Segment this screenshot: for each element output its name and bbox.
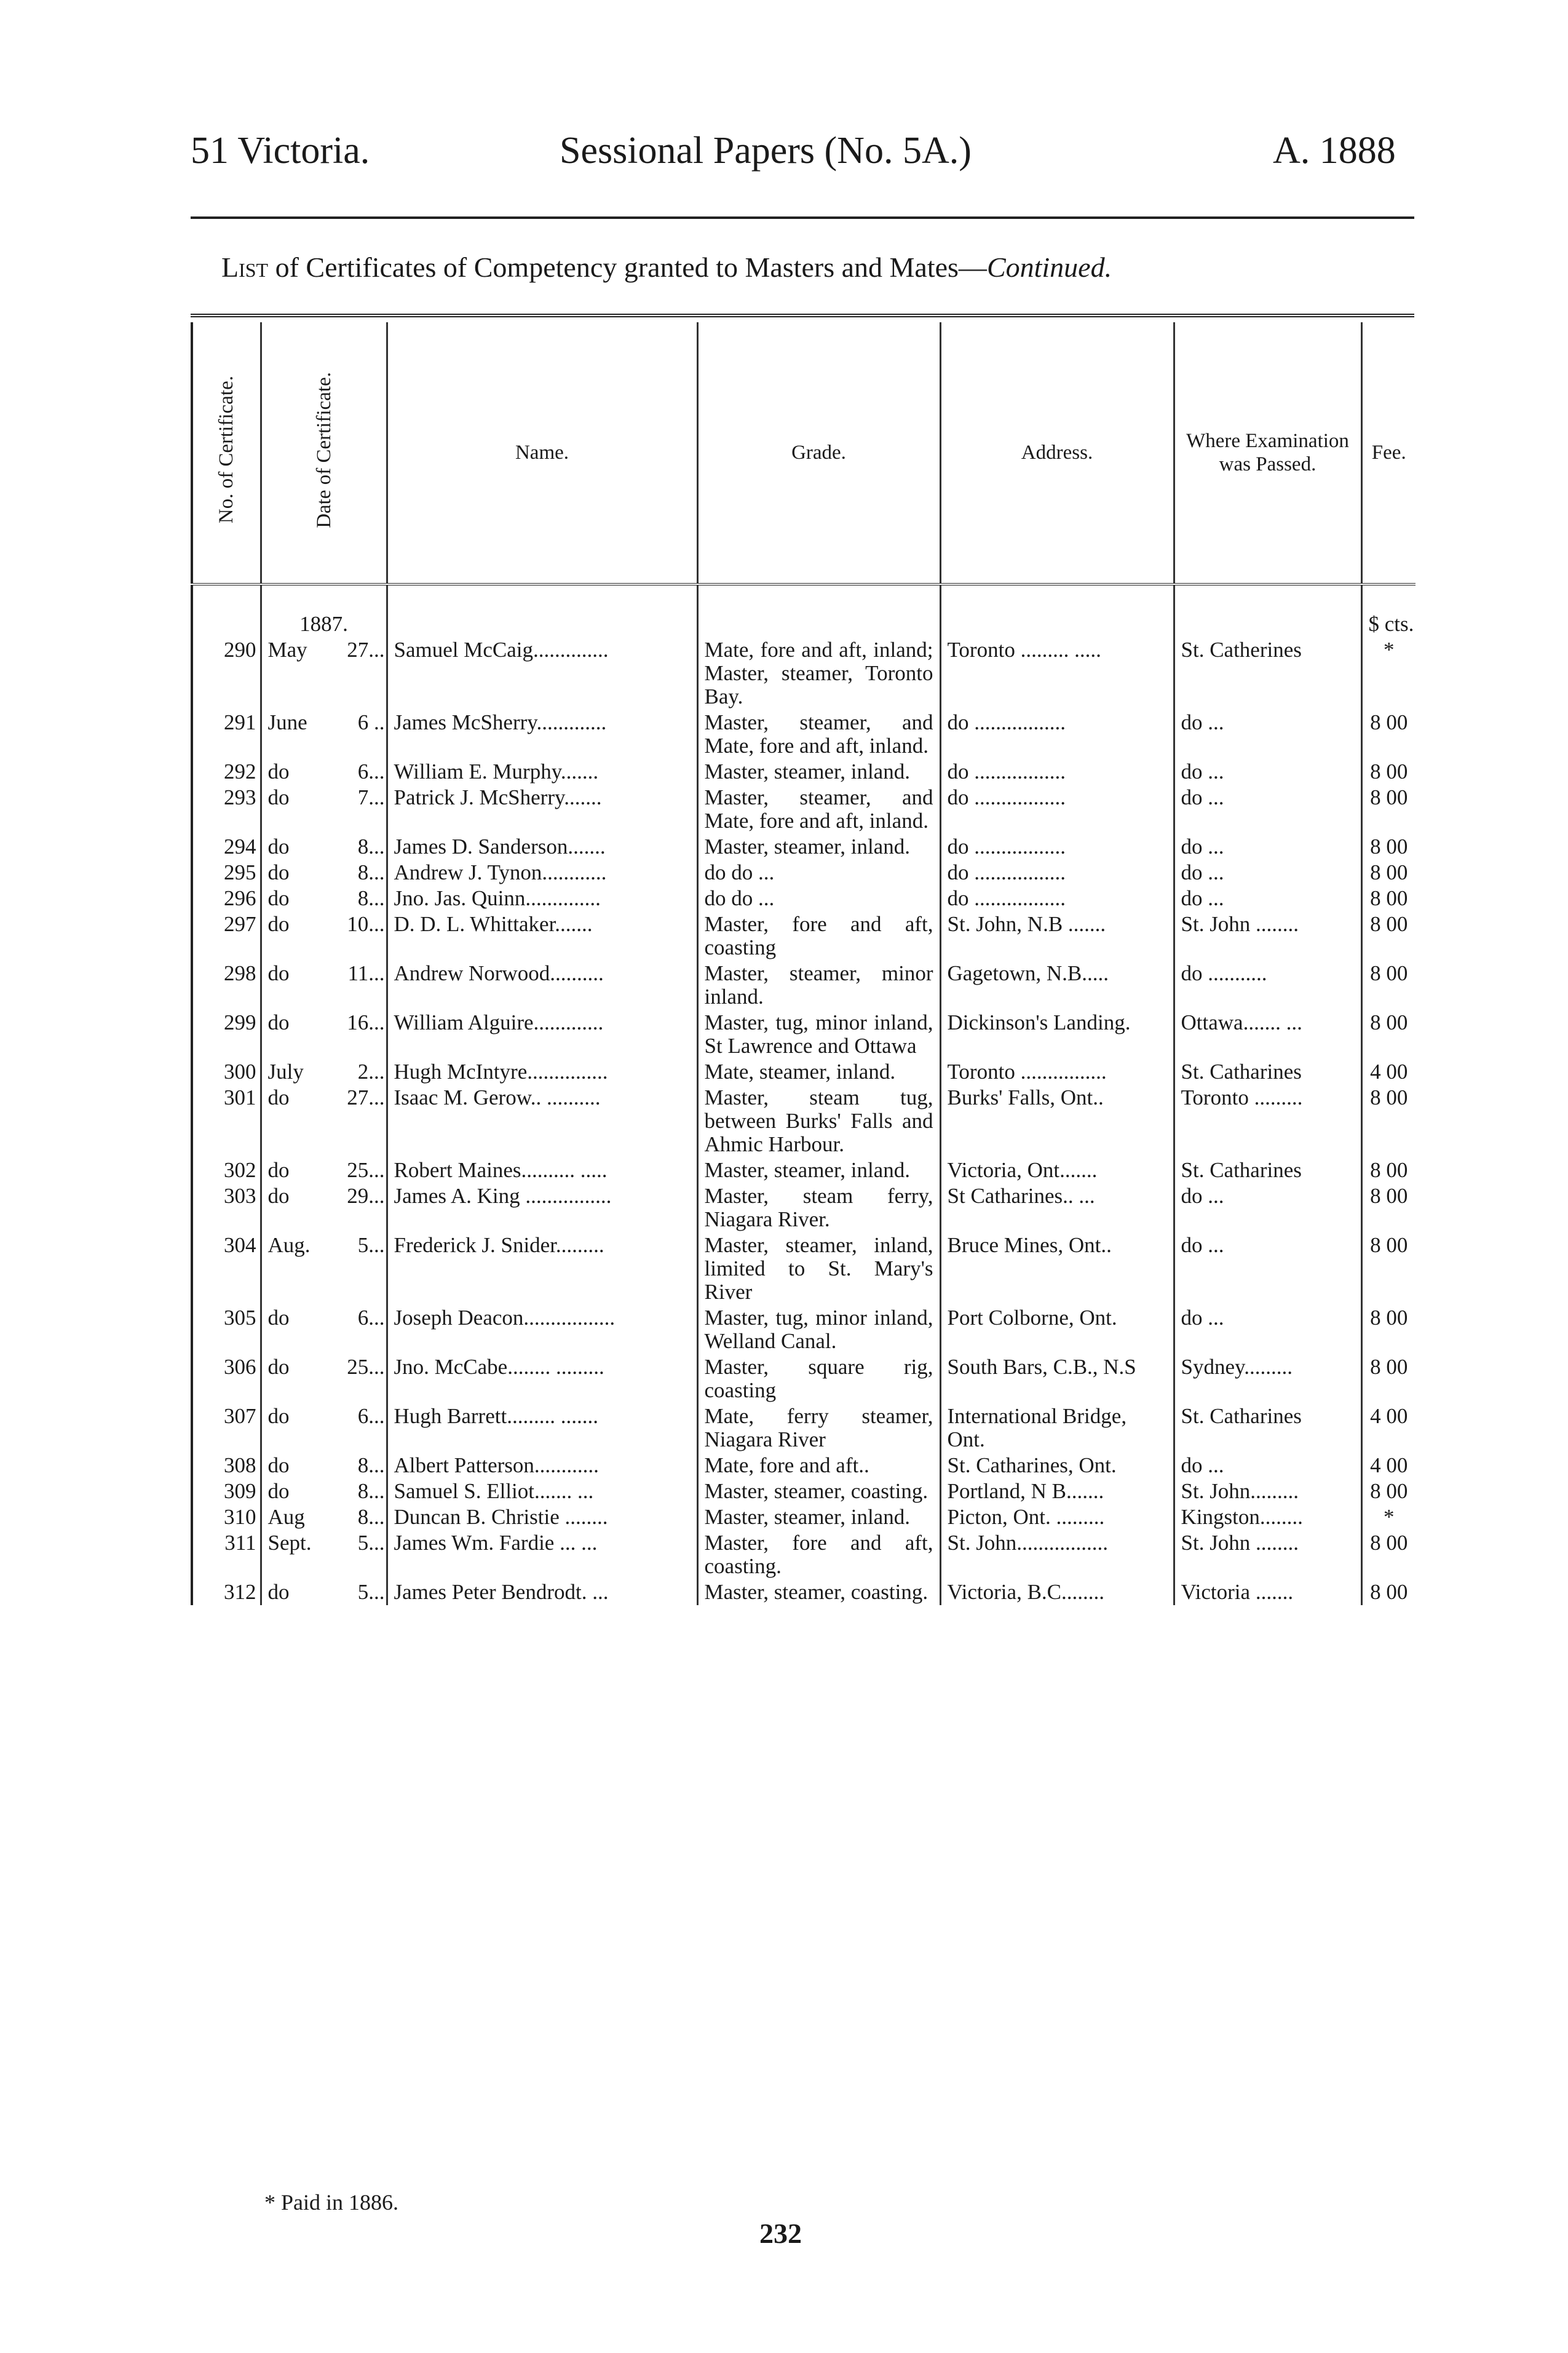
date-month: do: [267, 760, 290, 784]
holder-name: Robert Maines.......... .....: [387, 1157, 697, 1183]
fee: 8 00: [1361, 1183, 1416, 1232]
date-month: Sept.: [267, 1531, 312, 1555]
address: Toronto ......... .....: [940, 637, 1174, 710]
grade: Master, steamer, inland.: [697, 759, 940, 785]
fee: 8 00: [1361, 1579, 1416, 1605]
certificate-date: [261, 860, 387, 886]
certificate-no: 310: [192, 1504, 261, 1530]
holder-name: Duncan B. Christie ........: [387, 1504, 697, 1530]
certificate-no: 304: [192, 1232, 261, 1305]
fee-unit-cell: $ cts.: [1361, 584, 1416, 637]
date-month: do: [267, 1453, 290, 1477]
certificates-table-wrap: [191, 314, 1414, 1605]
table-row: [192, 1530, 1416, 1579]
date-month: do: [267, 835, 290, 859]
exam-place: St. Catharines: [1174, 1059, 1361, 1085]
date-month: do: [267, 1306, 290, 1330]
certificate-date: [261, 1010, 387, 1059]
holder-name: Isaac M. Gerow.. ..........: [387, 1085, 697, 1157]
certificates-table: [191, 322, 1416, 1605]
date-day: 5...: [357, 1531, 385, 1555]
table-row: [192, 1453, 1416, 1478]
certificate-no: 293: [192, 785, 261, 834]
address: Port Colborne, Ont.: [940, 1305, 1174, 1354]
exam-place: do ...: [1174, 785, 1361, 834]
holder-name: Samuel S. Elliot....... ...: [387, 1478, 697, 1504]
table-row: [192, 1183, 1416, 1232]
holder-name: Hugh Barrett......... .......: [387, 1403, 697, 1453]
certificate-date: [261, 1478, 387, 1504]
address: Toronto ................: [940, 1059, 1174, 1085]
exam-place: St. Catharines: [1174, 1403, 1361, 1453]
date-month: do: [267, 860, 290, 884]
address: Dickinson's Landing.: [940, 1010, 1174, 1059]
holder-name: William E. Murphy.......: [387, 759, 697, 785]
date-day: 27...: [347, 1085, 385, 1109]
exam-place: do ...: [1174, 710, 1361, 759]
address: Portland, N B.......: [940, 1478, 1174, 1504]
address: do .................: [940, 860, 1174, 886]
exam-place: do ...: [1174, 860, 1361, 886]
certificate-date: [261, 1354, 387, 1403]
grade: Master, steamer, and Mate, fore and aft, inland.: [697, 785, 940, 834]
grade: Mate, fore and aft..: [697, 1453, 940, 1478]
fee: *: [1361, 1504, 1416, 1530]
certificate-no: 297: [192, 911, 261, 961]
fee: 4 00: [1361, 1403, 1416, 1453]
date-day: 29...: [347, 1184, 385, 1208]
certificate-no: 309: [192, 1478, 261, 1504]
certificate-no: 303: [192, 1183, 261, 1232]
grade: Master, steamer, inland, limited to St. Mary's River: [697, 1232, 940, 1305]
address: do .................: [940, 785, 1174, 834]
exam-place: do ...: [1174, 1183, 1361, 1232]
certificate-no: 296: [192, 886, 261, 911]
certificate-date: [261, 886, 387, 911]
year-cell-empty: [387, 584, 697, 637]
certificate-date: [261, 834, 387, 860]
title-main: of Certificates of Competency granted to Masters and Mates—: [268, 252, 987, 283]
certificate-date: [261, 1579, 387, 1605]
certificate-date: [261, 1305, 387, 1354]
table-row: [192, 834, 1416, 860]
holder-name: Andrew J. Tynon............: [387, 860, 697, 886]
fee: 8 00: [1361, 1010, 1416, 1059]
grade: Mate, fore and aft, inland; Master, steamer, Toronto Bay.: [697, 637, 940, 710]
grade: Mate, steamer, inland.: [697, 1059, 940, 1085]
list-title: [221, 251, 1390, 284]
fee: *: [1361, 637, 1416, 710]
address: Bruce Mines, Ont..: [940, 1232, 1174, 1305]
certificate-date: [261, 1403, 387, 1453]
date-day: 8...: [357, 1479, 385, 1503]
certificate-date: [261, 759, 387, 785]
date-month: do: [267, 785, 290, 809]
table-row: [192, 1579, 1416, 1605]
address: St. John.................: [940, 1530, 1174, 1579]
certificate-no: 308: [192, 1453, 261, 1478]
title-continued: Continued.: [986, 252, 1112, 283]
grade: Master, square rig, coasting: [697, 1354, 940, 1403]
certificate-date: [261, 1453, 387, 1478]
fee: 8 00: [1361, 1530, 1416, 1579]
certificate-date: [261, 911, 387, 961]
date-month: do: [267, 1184, 290, 1208]
grade: Master, steam tug, between Burks' Falls and Ahmic Harbour.: [697, 1085, 940, 1157]
table-row: [192, 1354, 1416, 1403]
fee: 4 00: [1361, 1453, 1416, 1478]
holder-name: Samuel McCaig..............: [387, 637, 697, 710]
grade: Master, steamer, inland.: [697, 834, 940, 860]
grade: Master, fore and aft, coasting: [697, 911, 940, 961]
certificate-date: [261, 1157, 387, 1183]
date-month: Aug.: [267, 1233, 311, 1257]
fee: 8 00: [1361, 1305, 1416, 1354]
exam-place: do ...: [1174, 1453, 1361, 1478]
certificate-no: 307: [192, 1403, 261, 1453]
certificate-date: [261, 1183, 387, 1232]
grade: Master, steamer, minor inland.: [697, 961, 940, 1010]
holder-name: Jno. Jas. Quinn..............: [387, 886, 697, 911]
year-cell-empty: [1174, 584, 1361, 637]
holder-name: Patrick J. McSherry.......: [387, 785, 697, 834]
address: Victoria, B.C........: [940, 1579, 1174, 1605]
address: International Bridge, Ont.: [940, 1403, 1174, 1453]
date-day: 11...: [347, 961, 385, 985]
exam-place: Sydney.........: [1174, 1354, 1361, 1403]
table-row: [192, 1305, 1416, 1354]
date-month: June: [267, 710, 307, 734]
year-cell: 1887.: [261, 584, 387, 637]
certificate-no: 305: [192, 1305, 261, 1354]
certificate-no: 306: [192, 1354, 261, 1403]
date-day: 5...: [357, 1580, 385, 1604]
date-day: 2...: [357, 1060, 385, 1084]
grade: Master, steamer, inland.: [697, 1157, 940, 1183]
date-day: 6...: [357, 1404, 385, 1428]
header-row: [192, 322, 1416, 584]
fee: 8 00: [1361, 961, 1416, 1010]
grade: Master, tug, minor inland, Welland Canal.: [697, 1305, 940, 1354]
header-rule: [191, 216, 1414, 219]
col-header-address: Address.: [940, 322, 1174, 584]
header-right: A. 1888: [1273, 130, 1396, 172]
certificate-date: [261, 1085, 387, 1157]
table-row: [192, 1157, 1416, 1183]
address: St Catharines.. ...: [940, 1183, 1174, 1232]
fee: 8 00: [1361, 860, 1416, 886]
address: Victoria, Ont.......: [940, 1157, 1174, 1183]
grade: Master, steamer, inland.: [697, 1504, 940, 1530]
exam-place: St. Catherines: [1174, 637, 1361, 710]
table-row: [192, 1403, 1416, 1453]
date-day: 6...: [357, 760, 385, 784]
address: St. Catharines, Ont.: [940, 1453, 1174, 1478]
address: South Bars, C.B., N.S: [940, 1354, 1174, 1403]
certificate-no: 291: [192, 710, 261, 759]
grade: do do ...: [697, 860, 940, 886]
table-row: [192, 911, 1416, 961]
certificate-no: 292: [192, 759, 261, 785]
exam-place: do ...: [1174, 759, 1361, 785]
holder-name: D. D. L. Whittaker.......: [387, 911, 697, 961]
table-row: [192, 710, 1416, 759]
fee: 8 00: [1361, 1354, 1416, 1403]
certificate-date: [261, 637, 387, 710]
exam-place: Toronto .........: [1174, 1085, 1361, 1157]
holder-name: James D. Sanderson.......: [387, 834, 697, 860]
table-row: [192, 759, 1416, 785]
holder-name: William Alguire.............: [387, 1010, 697, 1059]
holder-name: Jno. McCabe........ .........: [387, 1354, 697, 1403]
col-header-grade: Grade.: [697, 322, 940, 584]
certificate-date: [261, 785, 387, 834]
date-day: 16...: [347, 1010, 385, 1034]
col-header-fee: Fee.: [1361, 322, 1416, 584]
date-month: do: [267, 912, 290, 936]
date-day: 8...: [357, 1505, 385, 1529]
grade: Master, steam ferry, Niagara River.: [697, 1183, 940, 1232]
certificate-date: [261, 1232, 387, 1305]
table-row: [192, 961, 1416, 1010]
date-day: 10...: [347, 912, 385, 936]
date-month: do: [267, 1158, 290, 1182]
exam-place: Ottawa....... ...: [1174, 1010, 1361, 1059]
exam-place: Victoria .......: [1174, 1579, 1361, 1605]
table-row: [192, 785, 1416, 834]
header-left: 51 Victoria.: [191, 130, 370, 172]
fee: 8 00: [1361, 785, 1416, 834]
date-month: May: [267, 638, 307, 662]
grade: Master, steamer, coasting.: [697, 1478, 940, 1504]
date-month: July: [267, 1060, 304, 1084]
exam-place: St. John ........: [1174, 911, 1361, 961]
certificate-date: [261, 710, 387, 759]
grade: Mate, ferry steamer, Niagara River: [697, 1403, 940, 1453]
certificate-no: 301: [192, 1085, 261, 1157]
holder-name: Joseph Deacon.................: [387, 1305, 697, 1354]
col-header-where: Where Examination was Passed.: [1174, 322, 1361, 584]
exam-place: St. John ........: [1174, 1530, 1361, 1579]
exam-place: Kingston........: [1174, 1504, 1361, 1530]
address: Picton, Ont. .........: [940, 1504, 1174, 1530]
date-day: 6 ..: [357, 710, 385, 734]
certificate-date: [261, 1504, 387, 1530]
holder-name: Frederick J. Snider.........: [387, 1232, 697, 1305]
title-list-word: List: [221, 252, 269, 283]
holder-name: James Wm. Fardie ... ...: [387, 1530, 697, 1579]
address: do .................: [940, 886, 1174, 911]
fee: 8 00: [1361, 1085, 1416, 1157]
fee: 8 00: [1361, 886, 1416, 911]
date-day: 5...: [357, 1233, 385, 1257]
date-day: 8...: [357, 886, 385, 910]
certificate-no: 298: [192, 961, 261, 1010]
footnote: * Paid in 1886.: [264, 2190, 399, 2215]
exam-place: do ...: [1174, 1305, 1361, 1354]
date-day: 6...: [357, 1306, 385, 1330]
fee: 8 00: [1361, 911, 1416, 961]
certificate-no: 312: [192, 1579, 261, 1605]
holder-name: Hugh McIntyre...............: [387, 1059, 697, 1085]
certificate-no: 300: [192, 1059, 261, 1085]
grade: Master, steamer, coasting.: [697, 1579, 940, 1605]
page-number: 232: [759, 2218, 802, 2249]
year-cell-empty: [192, 584, 261, 637]
holder-name: James McSherry.............: [387, 710, 697, 759]
year-row: [192, 584, 1416, 637]
date-day: 8...: [357, 835, 385, 859]
certificate-no: 295: [192, 860, 261, 886]
date-day: 7...: [357, 785, 385, 809]
holder-name: James Peter Bendrodt. ...: [387, 1579, 697, 1605]
date-month: do: [267, 1085, 290, 1109]
date-month: do: [267, 1355, 290, 1379]
date-day: 8...: [357, 860, 385, 884]
certificate-date: [261, 961, 387, 1010]
certificate-no: 311: [192, 1530, 261, 1579]
grade: Master, tug, minor inland, St Lawrence and Ottawa: [697, 1010, 940, 1059]
table-row: [192, 860, 1416, 886]
table-row: [192, 637, 1416, 710]
table-row: [192, 1010, 1416, 1059]
table-top-rule: [191, 314, 1414, 322]
certificate-no: 290: [192, 637, 261, 710]
exam-place: St. John.........: [1174, 1478, 1361, 1504]
table-row: [192, 1478, 1416, 1504]
table-row: [192, 886, 1416, 911]
col-header-date: [261, 322, 387, 584]
year-cell-empty: [940, 584, 1174, 637]
address: St. John, N.B .......: [940, 911, 1174, 961]
date-day: 27...: [347, 638, 385, 662]
fee: 4 00: [1361, 1059, 1416, 1085]
fee: 8 00: [1361, 1478, 1416, 1504]
col-header-no-label: No. of Certificate.: [215, 376, 238, 524]
grade: Master, fore and aft, coasting.: [697, 1530, 940, 1579]
date-month: do: [267, 1479, 290, 1503]
holder-name: James A. King ................: [387, 1183, 697, 1232]
table-row: [192, 1504, 1416, 1530]
date-month: do: [267, 1404, 290, 1428]
fee: 8 00: [1361, 1157, 1416, 1183]
header-center: Sessional Papers (No. 5A.): [560, 130, 972, 172]
address: do .................: [940, 834, 1174, 860]
certificate-date: [261, 1059, 387, 1085]
table-row: [192, 1059, 1416, 1085]
exam-place: do ...........: [1174, 961, 1361, 1010]
grade: do do ...: [697, 886, 940, 911]
table-row: [192, 1232, 1416, 1305]
holder-name: Andrew Norwood..........: [387, 961, 697, 1010]
fee: 8 00: [1361, 759, 1416, 785]
exam-place: St. Catharines: [1174, 1157, 1361, 1183]
date-month: Aug: [267, 1505, 305, 1529]
fee: 8 00: [1361, 710, 1416, 759]
address: do .................: [940, 759, 1174, 785]
fee: 8 00: [1361, 1232, 1416, 1305]
year-cell-empty: [697, 584, 940, 637]
exam-place: do ...: [1174, 834, 1361, 860]
col-header-name: Name.: [387, 322, 697, 584]
date-month: do: [267, 961, 290, 985]
date-day: 25...: [347, 1355, 385, 1379]
running-head: [0, 129, 1568, 185]
certificate-no: 299: [192, 1010, 261, 1059]
date-month: do: [267, 1010, 290, 1034]
col-header-no: [192, 322, 261, 584]
certificate-no: 302: [192, 1157, 261, 1183]
address: do .................: [940, 710, 1174, 759]
date-month: do: [267, 1580, 290, 1604]
certificate-date: [261, 1530, 387, 1579]
holder-name: Albert Patterson............: [387, 1453, 697, 1478]
grade: Master, steamer, and Mate, fore and aft, inland.: [697, 710, 940, 759]
table-row: [192, 1085, 1416, 1157]
date-month: do: [267, 886, 290, 910]
address: Gagetown, N.B.....: [940, 961, 1174, 1010]
date-day: 25...: [347, 1158, 385, 1182]
address: Burks' Falls, Ont..: [940, 1085, 1174, 1157]
col-header-date-label: Date of Certificate.: [312, 371, 335, 528]
exam-place: do ...: [1174, 1232, 1361, 1305]
date-day: 8...: [357, 1453, 385, 1477]
fee: 8 00: [1361, 834, 1416, 860]
exam-place: do ...: [1174, 886, 1361, 911]
certificate-no: 294: [192, 834, 261, 860]
